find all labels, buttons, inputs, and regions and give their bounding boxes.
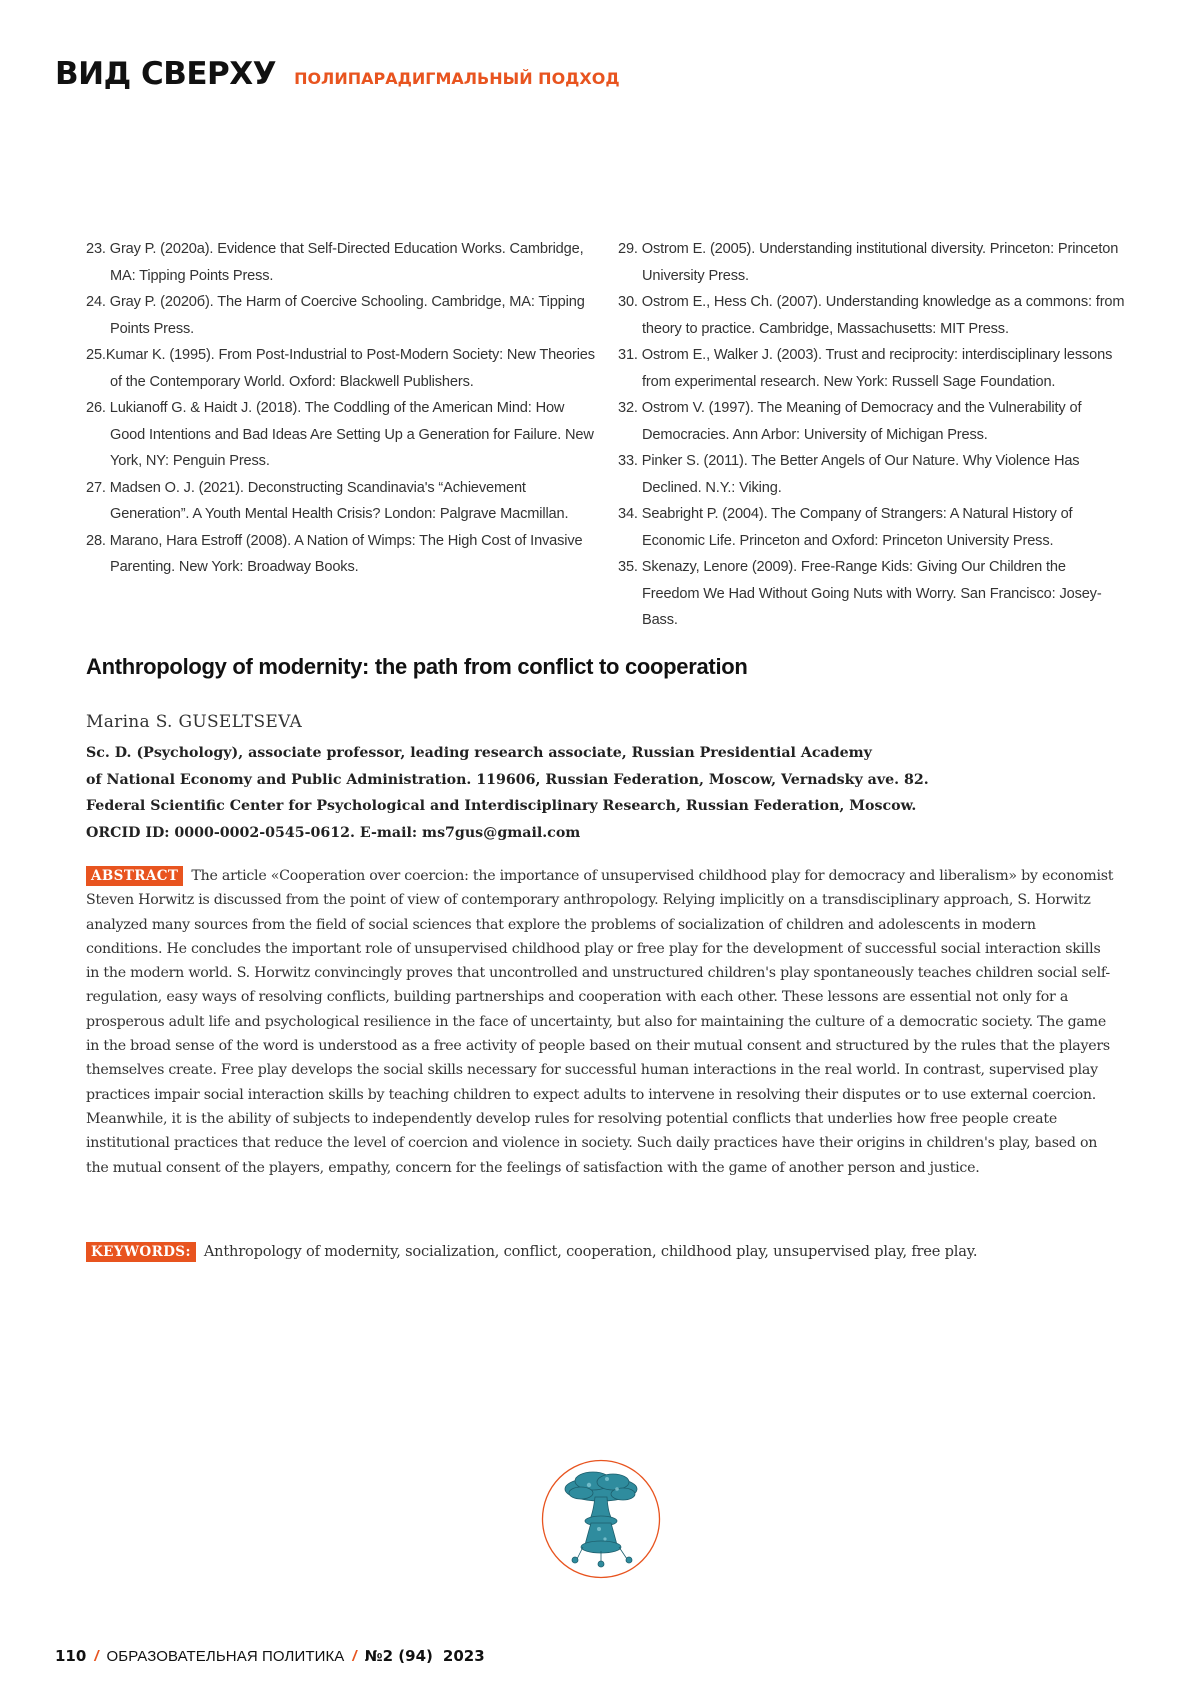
- page-footer: [55, 1647, 485, 1665]
- author-name: Marina S. GUSELTSEVA: [86, 712, 302, 732]
- reference-item: 30. Ostrom E., Hess Ch. (2007). Understanding knowledge as a commons: from theory to practice. Cambridge, Massachusetts: MIT Press.: [618, 289, 1126, 342]
- references-column-left: [86, 236, 602, 634]
- reference-item: 35. Skenazy, Lenore (2009). Free-Range Kids: Giving Our Children the Freedom We Had Without Going Nuts with Worry. San Francisco: Josey-Bass.: [618, 554, 1126, 634]
- slash-divider-icon: /: [352, 1648, 356, 1665]
- abstract-block: [86, 864, 1116, 1180]
- reference-item: 33. Pinker S. (2011). The Better Angels of Our Nature. Why Violence Has Declined. N.Y.: Viking.: [618, 448, 1126, 501]
- keywords-block: [86, 1242, 977, 1262]
- abstract-text: The article «Cooperation over coercion: the importance of unsupervised childhood play for democracy and liberalism» by economist Steven Horwitz is discussed from the point of view of contemporary anthropology. Relying implicitly on a transdisciplinary approach, S. Horwitz analyzed many sources from the field of social sciences that explore the problems of socialization of children and adolescents in modern conditions. He concludes the important role of unsupervised childhood play or free play for the development of successful social interaction skills in the modern world. S. Horwitz convincingly proves that uncontrolled and unstructured children's play spontaneously teaches children social self-regulation, easy ways of resolving conflicts, building partnerships and cooperation with each other. These lessons are essential not only for a prosperous adult life and psychological resilience in the face of uncertainty, but also for maintaining the culture of a democratic society. The game in the broad sense of the word is understood as a free activity of people based on their mutual consent and structured by the rules that the players themselves create. Free play develops the social skills necessary for successful human interactions in the real world. In contrast, supervised play practices impair social interaction skills by teaching children to expect adults to intervene in resolving their disputes or to use external coercion. Meanwhile, it is the ability of subjects to independently develop rules for resolving potential conflicts that underlies how free people create institutional practices that reduce the level of coercion and violence in society. Such daily practices have their origins in children's play, based on the mutual consent of the players, empathy, concern for the feelings of satisfaction with the game of another person and justice.: [86, 868, 1113, 1176]
- page-number: 110: [55, 1647, 86, 1665]
- references-list: [86, 236, 1126, 634]
- affiliation-line: Federal Scientific Center for Psychological and Interdisciplinary Research, Russian Federation, Moscow.: [86, 793, 1126, 820]
- reference-item: 26. Lukianoff G. & Haidt J. (2018). The Coddling of the American Mind: How Good Intentions and Bad Ideas Are Setting Up a Generation for Failure. New York, NY: Penguin Press.: [86, 395, 602, 475]
- reference-item: 34. Seabright P. (2004). The Company of Strangers: A Natural History of Economic Life. Princeton and Oxford: Princeton University Press.: [618, 501, 1126, 554]
- author-affiliation: [86, 740, 1126, 846]
- references-column-right: [618, 236, 1126, 634]
- page-header: [55, 56, 620, 92]
- reference-item: 28. Marano, Hara Estroff (2008). A Nation of Wimps: The High Cost of Invasive Parenting. New York: Broadway Books.: [86, 528, 602, 581]
- issue-year: 2023: [443, 1647, 485, 1665]
- reference-item: 31. Ostrom E., Walker J. (2003). Trust and reciprocity: interdisciplinary lessons from experimental research. New York: Russell Sage Foundation.: [618, 342, 1126, 395]
- rubric-title: ПОЛИПАРАДИГМАЛЬНЫЙ ПОДХОД: [294, 69, 620, 88]
- affiliation-line: ORCID ID: 0000-0002-0545-0612. E-mail: ms7gus@gmail.com: [86, 820, 1126, 847]
- affiliation-line: of National Economy and Public Administration. 119606, Russian Federation, Moscow, Vernadsky ave. 82.: [86, 767, 1126, 794]
- keywords-label: KEYWORDS:: [86, 1242, 196, 1262]
- reference-item: 25.Kumar K. (1995). From Post-Industrial to Post-Modern Society: New Theories of the Contemporary World. Oxford: Blackwell Publishers.: [86, 342, 602, 395]
- reference-item: 29. Ostrom E. (2005). Understanding institutional diversity. Princeton: Princeton University Press.: [618, 236, 1126, 289]
- slash-divider-icon: /: [94, 1648, 98, 1665]
- keywords-text: Anthropology of modernity, socialization, conflict, cooperation, childhood play, unsupervised play, free play.: [204, 1243, 977, 1260]
- reference-item: 27. Madsen O. J. (2021). Deconstructing Scandinavia's “Achievement Generation”. A Youth Mental Health Crisis? London: Palgrave Macmillan.: [86, 475, 602, 528]
- section-title: ВИД СВЕРХУ: [55, 56, 276, 92]
- tree-sculpture-emblem-icon: [541, 1459, 661, 1579]
- reference-item: 23. Gray P. (2020a). Evidence that Self-Directed Education Works. Cambridge, MA: Tipping Points Press.: [86, 236, 602, 289]
- journal-name: ОБРАЗОВАТЕЛЬНАЯ ПОЛИТИКА: [106, 1648, 344, 1665]
- issue-number: №2 (94): [365, 1647, 433, 1665]
- article-title: Anthropology of modernity: the path from conflict to cooperation: [86, 654, 748, 680]
- reference-item: 32. Ostrom V. (1997). The Meaning of Democracy and the Vulnerability of Democracies. Ann Arbor: University of Michigan Press.: [618, 395, 1126, 448]
- affiliation-line: Sc. D. (Psychology), associate professor, leading research associate, Russian Presidential Academy: [86, 740, 1126, 767]
- reference-item: 24. Gray P. (2020б). The Harm of Coercive Schooling. Cambridge, MA: Tipping Points Press.: [86, 289, 602, 342]
- abstract-label: ABSTRACT: [86, 866, 183, 886]
